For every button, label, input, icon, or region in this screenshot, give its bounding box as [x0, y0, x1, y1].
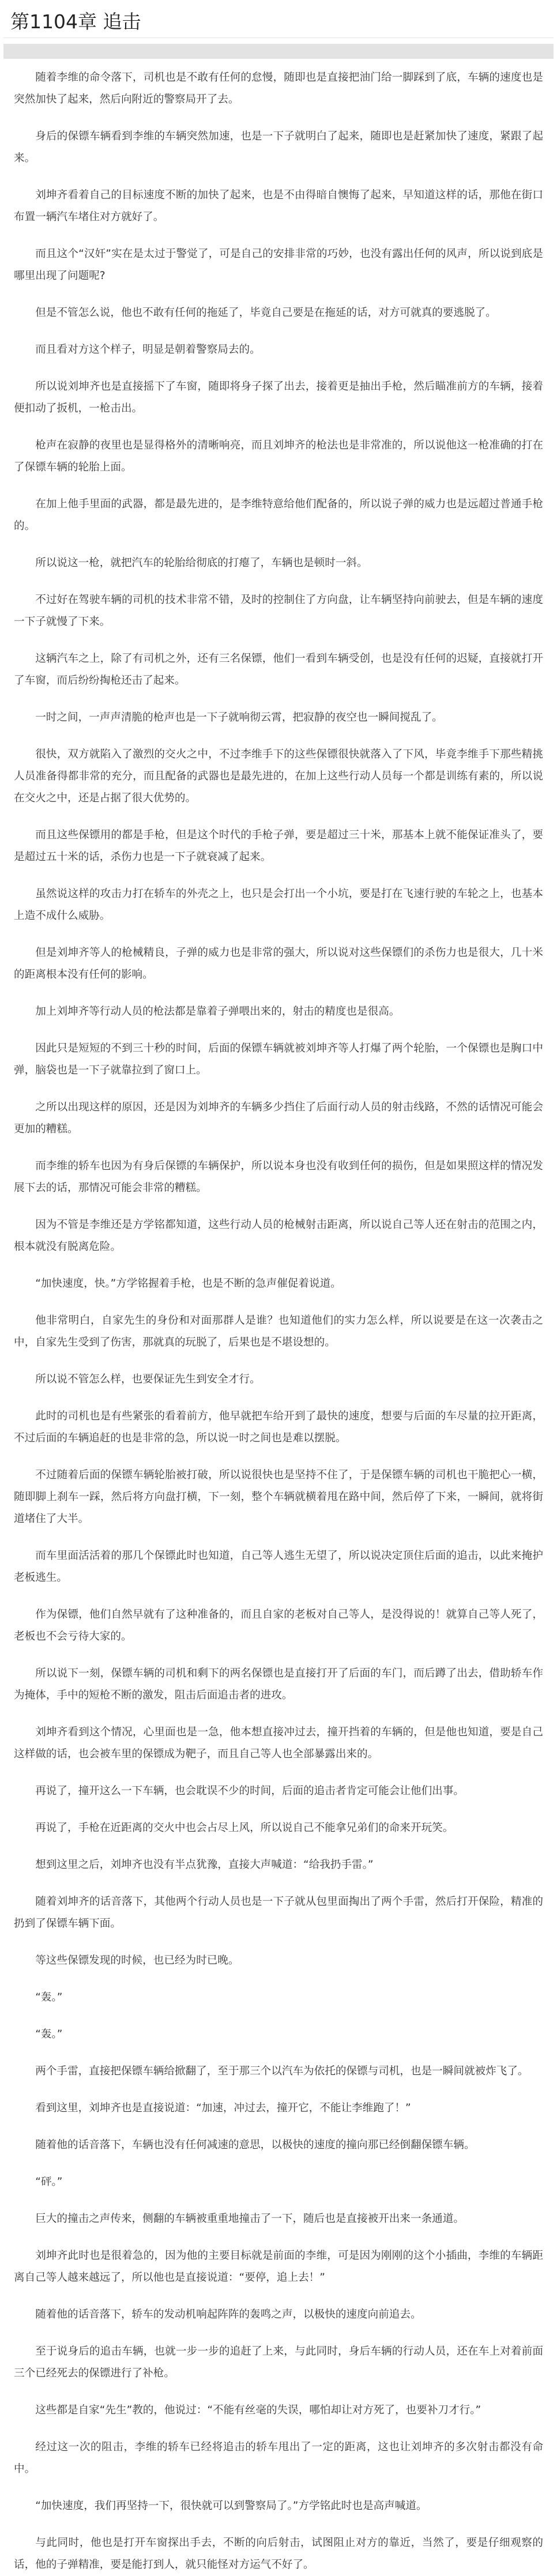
paragraph: 但是刘坤齐等人的枪械精良，子弹的威力也是非常的强大，所以说对这些保镖们的杀伤力也是很大，几十米的距离根本没有任何的影响。: [14, 947, 543, 981]
paragraph: 这辆汽车之上，除了有司机之外，还有三名保镖，他们一看到车辆受创，也是没有任何的迟疑，直接就打开了车窗，而后纷纷掏枪还击了起来。: [14, 653, 543, 687]
paragraph: 很快，双方就陷入了激烈的交火之中，不过李维手下的这些保镖很快就落入了下风，毕竟李维手下那些精挑人员准备得都非常的充分，而且配备的武器也是最先进的，在加上这些行动人员每一个都是训练有素的，所以说在交火之中，还是占据了很大优势的。: [14, 748, 543, 804]
paragraph: 所以说刘坤齐也是直接摇下了车窗，随即将身子探了出去，接着更是抽出手枪，然后瞄准前方的车辆，接着便扣动了扳机，一枪击出。: [14, 381, 543, 415]
paragraph: 等这些保镖发现的时候，也已经为时已晚。: [35, 1954, 239, 1967]
paragraph: 而且这些保镖用的都是手枪，但是这个时代的手枪子弹，要是超过三十米，那基本上就不能保证准头了，要是超过五十米的话，杀伤力也是一下子就衰减了起来。: [14, 829, 543, 863]
paragraph: 随着他的话音落下，车辆也没有任何减速的意思，以极快的速度的撞向那已经倒翻保镖车辆。: [35, 2139, 475, 2151]
paragraph: “砰。”: [35, 2176, 63, 2188]
chapter-content: [3, 59, 554, 2576]
paragraph: “轰。”: [35, 2028, 63, 2040]
paragraph: 随着他的话音落下，轿车的发动机响起阵阵的轰鸣之声，以极快的速度向前追去。: [35, 2308, 421, 2321]
paragraph: 此时的司机也是有些紧张的看着前方，他早就把车给开到了最快的速度，想要与后面的车尽量的拉开距离，不过后面的车辆追赶的也是非常的急，所以说一时之间也是难以摆脱。: [14, 1410, 543, 1444]
paragraph: “轰。”: [35, 1991, 63, 2003]
paragraph: 作为保镖，他们自然早就有了这种准备的，而且自家的老板对自己等人，是没得说的！就算自己等人死了，老板也不会亏待大家的。: [14, 1609, 543, 1643]
paragraph: 所以说这一枪，就把汽车的轮胎给彻底的打瘪了，车辆也是顿时一斜。: [35, 557, 368, 569]
paragraph: 经过这一次的阻击，李维的轿车已经将追击的轿车甩出了一定的距离，这也让刘坤齐的多次射击都没有命中。: [14, 2441, 543, 2475]
paragraph: 所以说下一刻，保镖车辆的司机和剩下的两名保镖也是直接打开了后面的车门，而后蹲了出去，借助轿车作为掩体，手中的短枪不断的激发，阻击后面追击者的进攻。: [14, 1667, 543, 1701]
paragraph: 一时之间，一声声清脆的枪声也是一下子就响彻云霄，把寂静的夜空也一瞬间搅乱了。: [35, 711, 443, 724]
paragraph: 不过随着后面的保镖车辆轮胎被打破，所以说很快也是坚持不住了，于是保镖车辆的司机也干脆把心一横，随即脚上刹车一踩，然后将方向盘打横，下一刻，整个车辆就横着甩在路中间，然后停了下来，一瞬间，就将街道堵住了大半。: [14, 1469, 543, 1525]
paragraph: 但是不管怎么说，他也不敢有任何的拖延了，毕竟自己要是在拖延的话，对方可就真的要逃脱了。: [35, 307, 496, 319]
paragraph: “加快速度，我们再坚持一下，很快就可以到警察局了。”方学铭此时也是高声喊道。: [35, 2500, 427, 2512]
paragraph: 加上刘坤齐等行动人员的枪法都是靠着子弹喂出来的，射击的精度也是很高。: [35, 1005, 400, 1018]
paragraph: 两个手雷，直接把保镖车辆给掀翻了，至于那三个以汽车为依托的保镖与司机，也是一瞬间就被炸飞了。: [35, 2065, 529, 2077]
paragraph: 身后的保镖车辆看到李维的车辆突然加速，也是一下子就明白了起来，随即也是赶紧加快了速度，紧跟了起来。: [14, 130, 543, 164]
paragraph: 随着李维的命令落下，司机也是不敢有任何的怠慢，随即也是直接把油门给一脚踩到了底，车辆的速度也是突然加快了起来，然后向附近的警察局开了去。: [14, 71, 543, 106]
paragraph: 刘坤齐此时也是很着急的，因为他的主要目标就是前面的李维，可是因为刚刚的这个小插曲，李维的车辆距离自己等人越来越远了，所以他也是直接说道：“要停，追上去！”: [14, 2250, 543, 2284]
paragraph: 再说了，撞开这么一下车辆，也会耽误不少的时间，后面的追击者肯定可能会让他们出事。: [35, 1785, 464, 1797]
paragraph: 而且看对方这个样子，明显是朝着警察局去的。: [35, 344, 261, 356]
paragraph: 所以说不管怎么样，也要保证先生到安全才行。: [35, 1373, 261, 1385]
paragraph: 这些都是自家“先生”教的，他说过：“不能有丝毫的失误，哪怕却让对方死了，也要补刀才行。”: [35, 2404, 481, 2416]
paragraph: 虽然说这样的攻击力打在轿车的外壳之上，也只是会打出一个小坑，要是打在飞速行驶的车轮之上，也基本上造不成什么威胁。: [14, 888, 543, 922]
paragraph: 随着刘坤齐的话音落下，其他两个行动人员也是一下子就从包里面掏出了两个手雷，然后打开保险，精准的扔到了保镖车辆下面。: [14, 1896, 543, 1930]
paragraph: 想到这里之后，刘坤齐也没有半点犹豫，直接大声喊道：“给我扔手雷。”: [35, 1859, 374, 1871]
paragraph: 而李维的轿车也因为有身后保镖的车辆保护，所以说本身也没有收到任何的损伤，但是如果照这样的情况发展下去的话，那情况可能会非常的糟糕。: [14, 1160, 543, 1194]
paragraph: 因此只是短短的不到三十秒的时间，后面的保镖车辆就被刘坤齐等人打爆了两个轮胎，一个保镖也是胸口中弹，脑袋也是一下子就靠拉到了窗口上。: [14, 1042, 543, 1076]
paragraph: 至于说身后的追击车辆，也就一步一步的追赶了上来，与此同时，身后车辆的行动人员，还在车上对着前面三个已经死去的保镖进行了补枪。: [14, 2345, 543, 2379]
paragraph: 因为不管是李维还是方学铭都知道，这些行动人员的枪械射击距离，所以说自己等人还在射击的范围之内，根本就没有脱离危险。: [14, 1219, 543, 1253]
paragraph: 他非常明白，自家先生的身份和对面那群人是谁？也知道他们的实力怎么样，所以说要是在这一次袭击之中，自家先生受到了伤害，那就真的玩脱了，后果也是不堪设想的。: [14, 1315, 543, 1349]
paragraph: 看到这里，刘坤齐也是直接说道：“加速，冲过去，撞开它，不能让李维跑了！”: [35, 2102, 411, 2114]
paragraph: 而且这个“汉奸”实在是太过于警觉了，可是自己的安排非常的巧妙，也没有露出任何的风声，所以说到底是哪里出现了问题呢?: [14, 248, 543, 282]
chapter-title: 第1104章 追击: [3, 0, 554, 38]
paragraph: “加快速度，快。”方学铭握着手枪，也是不断的急声催促着说道。: [35, 1278, 341, 1290]
paragraph: 再说了，手枪在近距离的交火中也会占尽上风，所以说自己不能拿兄弟们的命来开玩笑。: [35, 1822, 454, 1834]
paragraph: 而车里面活活着的那几个保镖此时也知道，自己等人逃生无望了，所以说决定顶住后面的追击，以此来掩护老板逃生。: [14, 1550, 543, 1584]
paragraph: 枪声在寂静的夜里也是显得格外的清晰响亮，而且刘坤齐的枪法也是非常准的，所以说他这一枪准确的打在了保镖车辆的轮胎上面。: [14, 439, 543, 473]
paragraph: 巨大的撞击之声传来，侧翻的车辆被重重地撞击了一下，随后也是直接被开出来一条通道。: [35, 2213, 464, 2225]
paragraph: 与此同时，他也是打开车窗探出手去，不断的向后射击，试图阻止对方的靠近，当然了，要是仔细观察的话，他的子弹精准，要是能打到人，就只能怪对方运气不好了。: [14, 2537, 543, 2571]
paragraph: 不过好在驾驶车辆的司机的技术非常不错，及时的控制住了方向盘，让车辆坚持向前驶去，但是车辆的速度一下子就慢了下来。: [14, 594, 543, 628]
paragraph: 在加上他手里面的武器，都是最先进的，是李维特意给他们配备的，所以说子弹的威力也是远超过普通手枪的。: [14, 498, 543, 532]
chapter-info-bar: [3, 44, 554, 59]
paragraph: 刘坤齐看到这个情况，心里面也是一急，他本想直接冲过去，撞开挡着的车辆的，但是他也知道，要是自己这样做的话，也会被车里的保镖成为靶子，而且自己等人也全部暴露出来的。: [14, 1726, 543, 1760]
paragraph: 之所以出现这样的原因，还是因为刘坤齐的车辆多少挡住了后面行动人员的射击线路，不然的话情况可能会更加的糟糕。: [14, 1101, 543, 1135]
paragraph: 刘坤齐看着自己的目标速度不断的加快了起来，也是不由得暗自懊悔了起来，早知道这样的话，那他在街口布置一辆汽车堵住对方就好了。: [14, 189, 543, 223]
